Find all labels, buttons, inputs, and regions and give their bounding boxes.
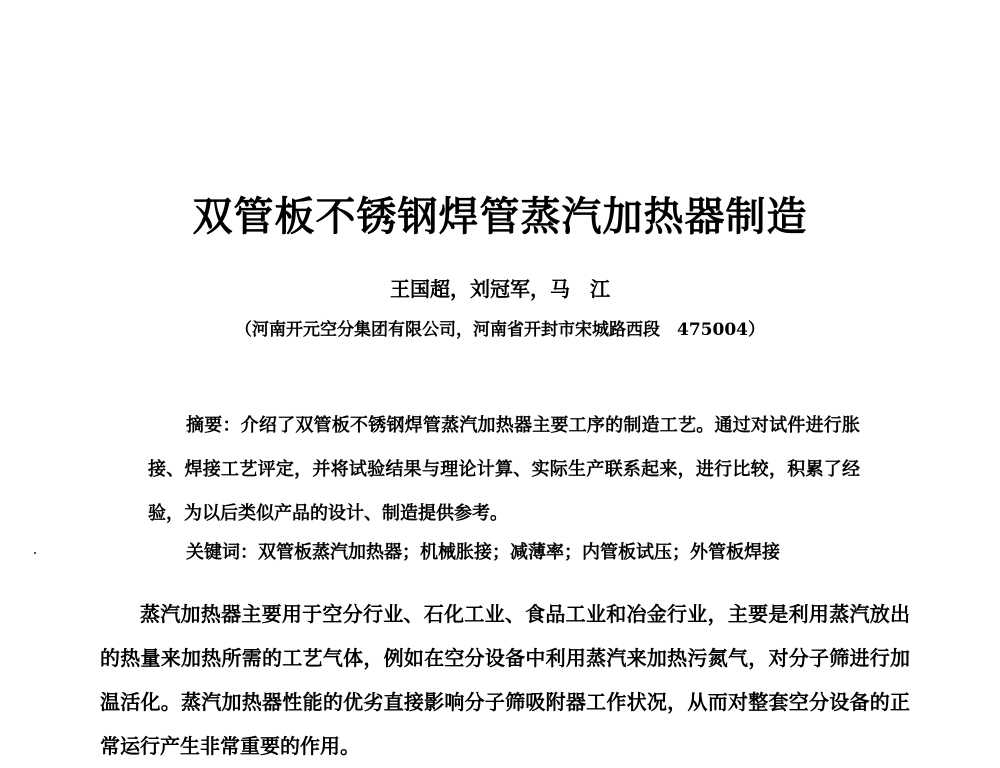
abstract-text: 介绍了双管板不锈钢焊管蒸汽加热器主要工序的制造工艺。通过对试件进行胀接、焊接工艺评定，并将试验结果与理论计算、实际生产联系起来，进行比较，积累了经验，为以后类似产品的设计、制造提供参考。	[148, 415, 861, 524]
paper-title: 双管板不锈钢焊管蒸汽加热器制造	[192, 193, 808, 240]
keywords-text: 双管板蒸汽加热器；机械胀接；减薄率；内管板试压；外管板焊接	[258, 542, 780, 563]
body-paragraph-1: 蒸汽加热器主要用于空分行业、石化工业、食品工业和冶金行业，主要是利用蒸汽放出的热量来加热所需的工艺气体，例如在空分设备中利用蒸汽来加热污氮气，对分子筛进行加温活化。蒸汽加热器性能的优劣直接影响分子筛吸附器工作状况，从而对整套空分设备的正常运行产生非常重要的作用。	[100, 602, 910, 758]
author-affiliation: （河南开元空分集团有限公司，河南省开封市宋城路西段 475004）	[235, 320, 765, 340]
keywords	[186, 539, 866, 567]
author-list: 王国超，刘冠军，马 江	[390, 277, 610, 301]
abstract-label: 摘要：	[186, 415, 241, 436]
abstract	[148, 404, 860, 536]
scan-speck	[34, 552, 36, 554]
keywords-label: 关键词：	[186, 542, 258, 563]
